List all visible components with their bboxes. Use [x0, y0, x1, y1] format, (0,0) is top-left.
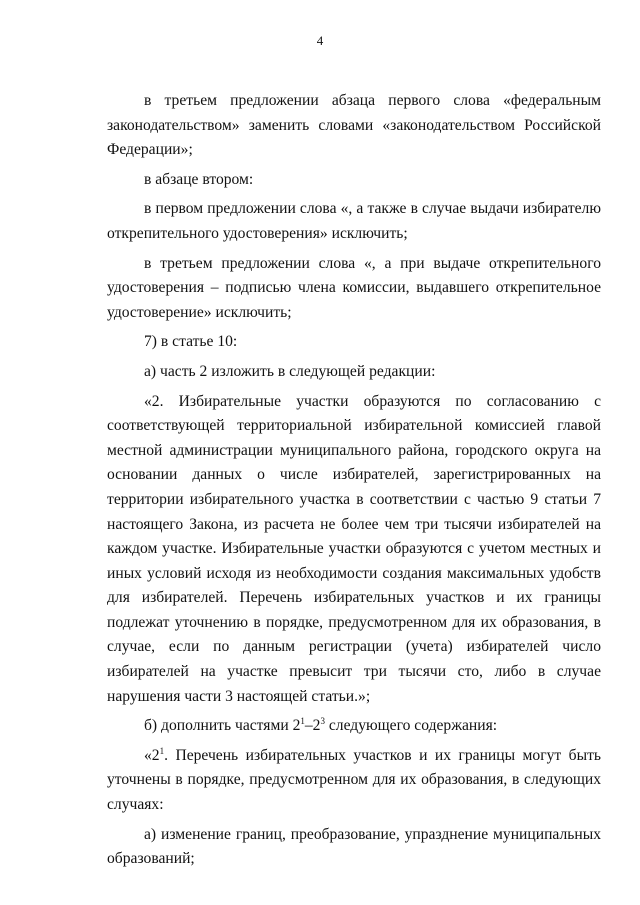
- text-fragment: «2: [144, 746, 160, 764]
- paragraph-part-2-text: «2. Избирательные участки образуются по согласованию с соответствующей территориальной избирательной комиссией главой местной администрации муниципального района, городского округа на основании данных о числе избирателей, зарегистрированных на территории избирательного участка в соответствии с частью 9 статьи 7 настоящего Закона, из расчета не более чем три тысячи избирателей на каждом участке. Избирательные участки образуются с учетом местных и иных условий исходя из необходимости создания максимальных удобств для избирателей. Перечень избирательных участков и их границы подлежат уточнению в порядке, предусмотренном для их образования, в случае, если по данным регистрации (учета) избирателей число избирателей на участке превысит три тысячи сто, либо в случае нарушения части 3 настоящей статьи.»;: [107, 392, 601, 705]
- superscript: 1: [300, 716, 305, 727]
- paragraph-item-a: а) изменение границ, преобразование, упразднение муниципальных образований;: [107, 825, 601, 868]
- paragraph-article-10: 7) в статье 10:: [144, 333, 238, 351]
- text-fragment: . Перечень избирательных участков и их границы могут быть уточнены в порядке, предусмотренном для их образования, в следующих случаях:: [107, 746, 601, 814]
- paragraph-third-sentence-first-para: в третьем предложении абзаца первого слова «федеральным законодательством» заменить словами «законодательством Российской Федерации»;: [107, 92, 601, 159]
- paragraph-second-para-heading: в абзаце втором:: [144, 170, 254, 188]
- superscript: 3: [320, 716, 325, 727]
- paragraph-add-parts: [107, 714, 601, 739]
- paragraph-part-2-intro: а) часть 2 изложить в следующей редакции:: [144, 362, 436, 380]
- text-fragment: следующего содержания:: [324, 717, 498, 735]
- paragraph-third-sentence: в третьем предложении слова «, а при выдаче открепительного удостоверения – подписью члена комиссии, выдавшего открепительное удостоверение» исключить;: [107, 254, 601, 321]
- paragraph-first-sentence: в первом предложении слова «, а также в случае выдачи избирателю открепительного удостоверения» исключить;: [107, 200, 601, 242]
- page-number: 4: [316, 33, 324, 48]
- document-body: [107, 89, 601, 872]
- text-fragment: б) дополнить частями 2: [144, 717, 301, 735]
- superscript: 1: [159, 745, 165, 756]
- paragraph-part-2-1-text: [107, 744, 601, 818]
- text-fragment: –2: [304, 717, 321, 735]
